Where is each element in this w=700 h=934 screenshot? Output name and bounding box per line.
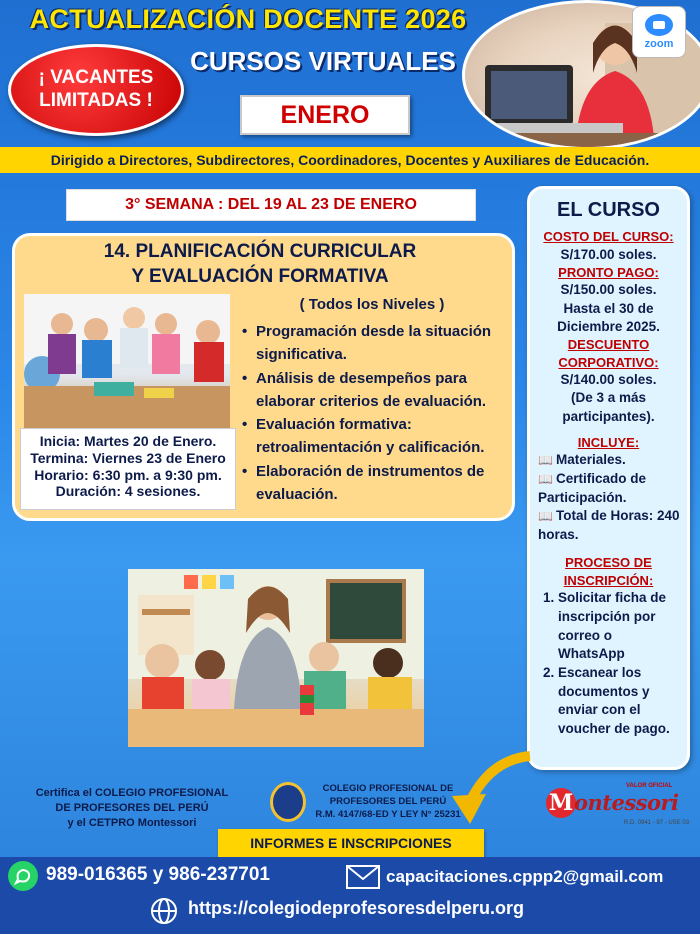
corporate-note: participantes). <box>562 408 655 424</box>
process-label: INSCRIPCIÓN: <box>563 572 654 588</box>
corporate-label: DESCUENTO <box>567 336 650 352</box>
certification-line: y el CETPRO Montessori <box>67 816 197 829</box>
includes-item: 📖 Materiales. <box>538 452 626 468</box>
colegio-seal-logo <box>270 782 306 822</box>
cost-value: S/170.00 soles. <box>560 246 657 262</box>
end-date: Termina: Viernes 23 de Enero <box>30 449 226 466</box>
early-payment-note: Hasta el 30 de <box>563 300 654 316</box>
vacantes-line2: LIMITADAS ! <box>39 90 153 111</box>
month-label: ENERO <box>240 95 410 135</box>
montessori-sub: R.D. 0941 - 97 - USE 03 <box>624 820 690 826</box>
early-payment-label: PRONTO PAGO: <box>558 264 659 280</box>
colegio-line: COLEGIO PROFESIONAL DE <box>322 783 454 794</box>
includes-item: 📖 Certificado de Participación. <box>538 470 646 505</box>
whatsapp-icon <box>8 861 38 891</box>
email-link[interactable]: capacitaciones.cppp2@gmail.com <box>386 867 664 886</box>
classroom-photo <box>128 569 424 747</box>
course-title-line2: Y EVALUACIÓN FORMATIVA <box>131 265 389 287</box>
topic-item: • Evaluación formativa: retroalimentación y calificación. <box>242 413 512 460</box>
process-step: 1. Solicitar ficha de inscripción por correo o WhatsApp <box>558 589 681 664</box>
colegio-line: R.M. 4147/68-ED Y LEY N° 25231 <box>315 808 461 820</box>
topics-list <box>242 320 512 506</box>
arrow-icon <box>430 750 540 830</box>
course-info-sidebar <box>527 186 690 770</box>
phone-numbers[interactable]: 989-016365 y 986-237701 <box>46 864 270 885</box>
early-payment-value: S/150.00 soles. <box>560 282 657 298</box>
process-steps <box>536 589 681 738</box>
students-photo <box>24 294 230 428</box>
course-title <box>40 240 480 289</box>
subtitle: CURSOS VIRTUALES <box>190 46 456 76</box>
start-date: Inicia: Martes 20 de Enero. <box>39 433 217 449</box>
globe-icon <box>150 897 178 925</box>
certification-line: Certifica el COLEGIO PROFESIONAL <box>35 787 229 799</box>
process-step: 2. Escanear los documentos y enviar con el voucher de pago. <box>558 664 681 739</box>
schedule-box <box>20 428 236 510</box>
audience-banner: Dirigido a Directores, Subdirectores, Coordinadores, Docentes y Auxiliares de Educación. <box>0 147 700 173</box>
main-title: ACTUALIZACIÓN DOCENTE 2026 <box>29 4 467 34</box>
topic-item: • Elaboración de instrumentos de evaluación. <box>242 460 512 507</box>
zoom-label: zoom <box>644 38 674 50</box>
topic-item: • Programación desde la situación significativa. <box>242 320 512 367</box>
students-illustration <box>24 294 230 428</box>
book-icon: 📖 <box>538 453 553 468</box>
zoom-camera-icon <box>645 14 673 36</box>
course-title-line1: 14. PLANIFICACIÓN CURRICULAR <box>103 241 417 262</box>
montessori-logo <box>540 782 690 832</box>
zoom-badge <box>632 6 686 58</box>
certification-note <box>20 786 244 831</box>
week-banner: 3° SEMANA : DEL 19 AL 23 DE ENERO <box>66 189 476 221</box>
topic-item: • Análisis de desempeños para elaborar criterios de evaluación. <box>242 367 512 414</box>
montessori-initial: M <box>546 788 576 818</box>
process-label: PROCESO DE <box>565 555 652 571</box>
duration: Duración: 4 sesiones. <box>55 483 201 500</box>
mail-icon <box>346 865 380 889</box>
corporate-value: S/140.00 soles. <box>560 372 657 388</box>
montessori-top: VALOR OFICIAL <box>626 783 673 789</box>
includes-item: 📖 Total de Horas: 240 horas. <box>538 508 680 542</box>
early-payment-note: Diciembre 2025. <box>557 318 660 334</box>
colegio-line: PROFESORES DEL PERÚ <box>329 795 447 807</box>
certification-line: DE PROFESORES DEL PERÚ <box>55 801 209 814</box>
sidebar-heading: EL CURSO <box>557 199 660 221</box>
corporate-note: (De 3 a más <box>570 390 647 406</box>
cost-label: COSTO DEL CURSO: <box>543 229 674 244</box>
classroom-illustration <box>128 569 424 747</box>
website-link[interactable]: https://colegiodeprofesoresdelperu.org <box>188 898 525 918</box>
includes-list <box>536 451 681 544</box>
book-icon: 📖 <box>538 471 553 486</box>
informes-banner: INFORMES E INSCRIPCIONES <box>218 829 484 857</box>
vacantes-line1: ¡ VACANTES <box>38 67 154 89</box>
schedule-hours: Horario: 6:30 pm. a 9:30 pm. <box>34 466 222 483</box>
vacantes-badge <box>8 44 184 136</box>
levels-label: ( Todos los Niveles ) <box>299 296 445 313</box>
book-icon: 📖 <box>538 509 553 524</box>
montessori-name: ontessori <box>574 790 679 815</box>
includes-label: INCLUYE: <box>577 434 640 450</box>
corporate-label: CORPORATIVO: <box>558 354 659 370</box>
